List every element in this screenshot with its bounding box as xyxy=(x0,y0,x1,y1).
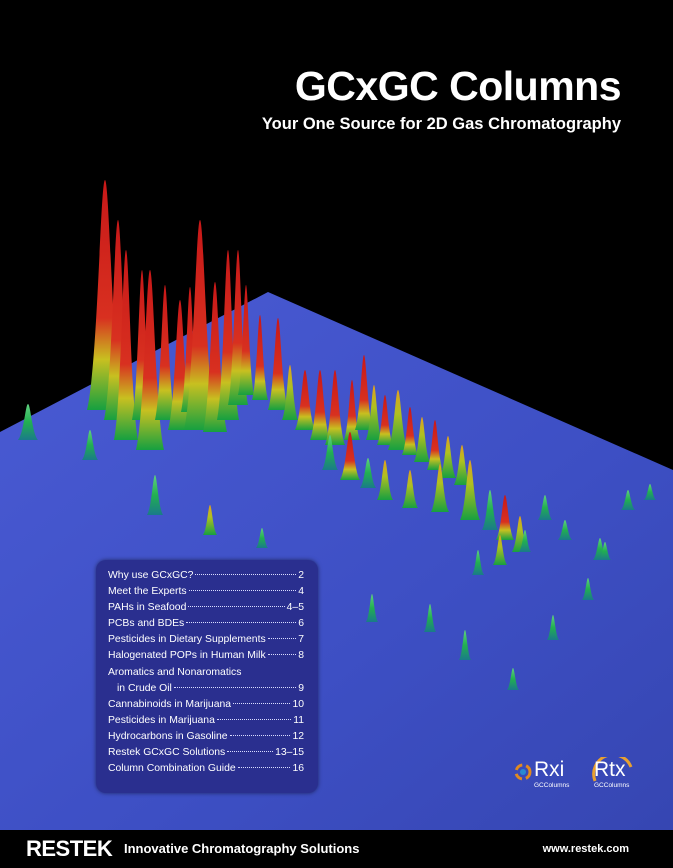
toc-item-title: PAHs in Seafood xyxy=(108,602,187,614)
toc-item-title: Pesticides in Marijuana xyxy=(108,714,215,726)
toc-item-page: 9 xyxy=(298,682,304,694)
toc-item-title: Aromatics and Nonaromatics xyxy=(108,666,242,678)
toc-item[interactable] xyxy=(96,650,318,666)
toc-item[interactable] xyxy=(96,667,318,683)
page-title: GCxGC Columns xyxy=(294,63,621,109)
toc-item-page: 13–15 xyxy=(275,747,304,759)
toc-item[interactable] xyxy=(96,634,318,650)
footer-bar xyxy=(0,830,673,868)
toc-item-title: Cannabinoids in Marijuana xyxy=(108,698,232,710)
toc-item-page: 2 xyxy=(298,570,304,581)
toc-item[interactable] xyxy=(96,586,318,602)
toc-item[interactable] xyxy=(96,683,318,699)
toc-item[interactable] xyxy=(96,763,318,779)
toc-leader-dots xyxy=(195,574,296,575)
toc-item-page: 4–5 xyxy=(286,602,304,614)
toc-leader-dots xyxy=(188,606,284,607)
toc-leader-dots xyxy=(238,767,291,768)
rtx-sub: GCColumns xyxy=(594,782,630,789)
toc-leader-dots xyxy=(174,687,296,688)
toc-item-title: Why use GCxGC? xyxy=(108,570,194,581)
toc-item[interactable] xyxy=(96,570,318,586)
toc-item-title: Hydrocarbons in Gasoline xyxy=(108,730,228,742)
toc-leader-dots xyxy=(268,654,297,655)
rxi-label: Rxi xyxy=(534,758,565,781)
toc-item-page: 4 xyxy=(298,586,304,598)
restek-logo: RESTEK xyxy=(26,836,113,861)
toc-item-title: Restek GCxGC Solutions xyxy=(108,747,226,759)
toc-item-page: 8 xyxy=(298,650,304,662)
table-of-contents xyxy=(96,560,318,793)
toc-item[interactable] xyxy=(96,699,318,715)
footer-tagline: Innovative Chromatography Solutions xyxy=(124,841,360,856)
footer-url[interactable]: www.restek.com xyxy=(542,843,629,855)
rtx-label: Rtx xyxy=(594,758,626,781)
toc-item-page: 12 xyxy=(292,730,304,742)
toc-leader-dots xyxy=(217,719,291,720)
toc-item-title: in Crude Oil xyxy=(117,682,172,694)
toc-item[interactable] xyxy=(96,747,318,763)
toc-leader-dots xyxy=(230,735,291,736)
toc-item-title: Column Combination Guide xyxy=(108,763,236,775)
toc-leader-dots xyxy=(186,622,296,623)
toc-item-title: Halogenated POPs in Human Milk xyxy=(108,650,266,662)
toc-item-title: PCBs and BDEs xyxy=(108,618,185,630)
toc-item[interactable] xyxy=(96,602,318,618)
rxi-sub: GCColumns xyxy=(534,782,570,789)
toc-item[interactable] xyxy=(96,731,318,747)
toc-item-page: 7 xyxy=(298,634,304,646)
toc-item-page: 6 xyxy=(298,618,304,630)
toc-leader-dots xyxy=(233,703,290,704)
toc-item-title: Meet the Experts xyxy=(108,586,187,598)
toc-item-page: 11 xyxy=(293,714,304,726)
toc-item-page: 16 xyxy=(292,763,304,775)
toc-leader-dots xyxy=(189,590,297,591)
toc-leader-dots xyxy=(268,638,297,639)
toc-item[interactable] xyxy=(96,715,318,731)
toc-item-title: Pesticides in Dietary Supplements xyxy=(108,634,266,646)
toc-item-page: 10 xyxy=(292,698,304,710)
toc-leader-dots xyxy=(227,751,273,752)
toc-item[interactable] xyxy=(96,618,318,634)
page-subtitle: Your One Source for 2D Gas Chromatography xyxy=(261,115,621,133)
